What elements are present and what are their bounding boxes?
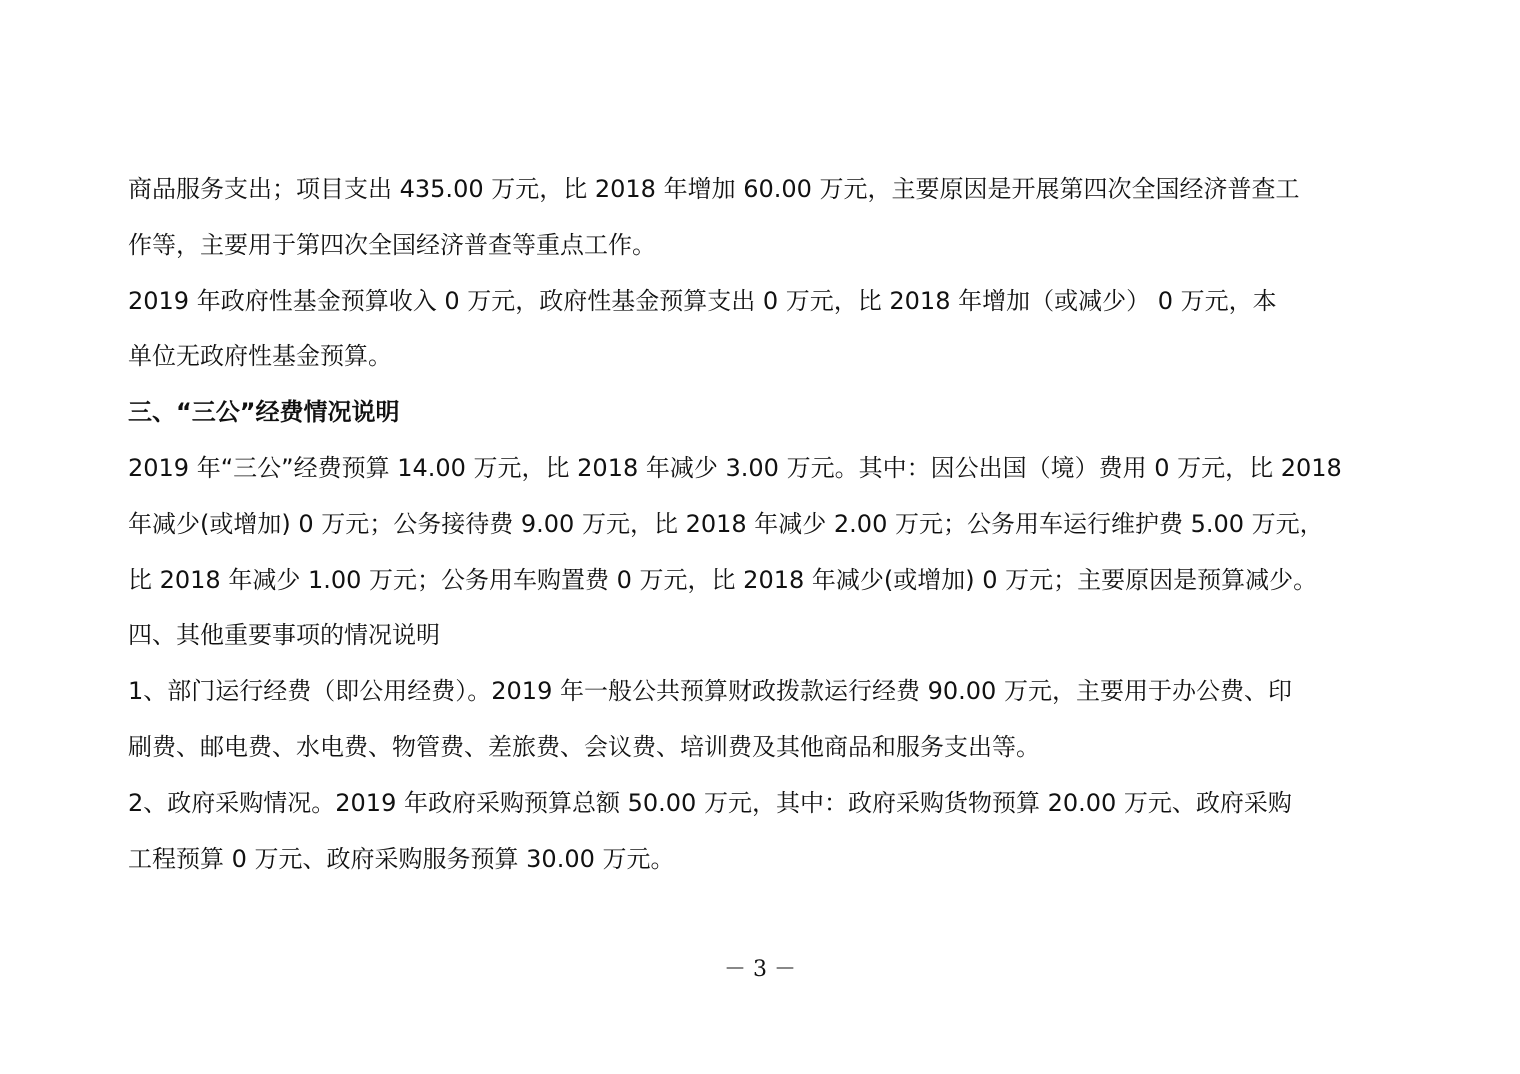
text-line: 年减少(或增加) 0 万元；公务接待费 9.00 万元，比 2018 年减少 2.00 万元；公务用车运行维护费 5.00 万元， [128,509,1324,538]
text-line: 商品服务支出；项目支出 435.00 万元，比 2018 年增加 60.00 万元，主要原因是开展第四次全国经济普查工 [128,175,1300,203]
text-line: 比 2018 年减少 1.00 万元；公务用车购置费 0 万元，比 2018 年减少(或增加) 0 万元；主要原因是预算减少。 [128,565,1318,594]
text-line: 作等，主要用于第四次全国经济普查等重点工作。 [128,230,656,259]
text-line: 单位无政府性基金预算。 [128,342,392,371]
text-line: 2019 年“三公”经费预算 14.00 万元，比 2018 年减少 3.00 万元。其中：因公出国（境）费用 0 万元，比 2018 [128,453,1342,482]
text-line: 2019 年政府性基金预算收入 0 万元，政府性基金预算支出 0 万元，比 2018 年增加（或减少） 0 万元，本 [128,286,1277,315]
text-line: 刷费、邮电费、水电费、物管费、差旅费、会议费、培训费及其他商品和服务支出等。 [128,732,1040,761]
body-text [128,162,1392,887]
section-heading-three-public-funds: 三、“三公”经费情况说明 [128,398,400,427]
text-line: 2、政府采购情况。2019 年政府采购预算总额 50.00 万元，其中：政府采购货物预算 20.00 万元、政府采购 [128,788,1292,817]
text-line: 1、部门运行经费（即公用经费）。2019 年一般公共预算财政拨款运行经费 90.00 万元，主要用于办公费、印 [128,677,1292,706]
text-line: 工程预算 0 万元、政府采购服务预算 30.00 万元。 [128,844,675,873]
section-heading-other-matters: 四、其他重要事项的情况说明 [128,621,440,650]
page-number: － 3 － [724,957,796,982]
